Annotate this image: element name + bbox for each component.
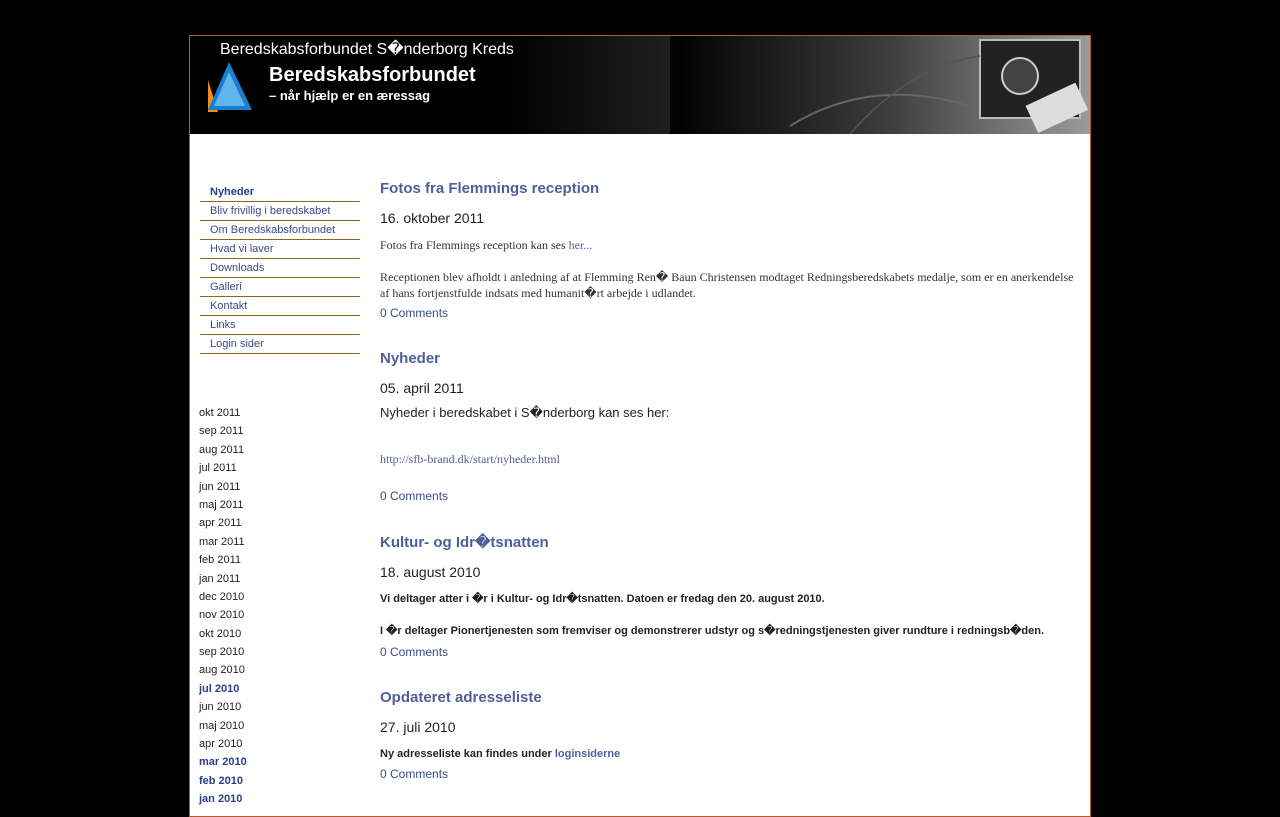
archive-link[interactable]: jun 2011 — [199, 480, 241, 493]
archive-link[interactable]: maj 2010 — [199, 719, 245, 732]
sidebar-item-galleri[interactable]: Galleri — [200, 278, 360, 297]
site-title: Beredskabsforbundet S�nderborg Kreds — [220, 41, 514, 58]
photos-link[interactable]: her... — [568, 238, 593, 252]
post-paragraph — [380, 237, 1080, 253]
comments-link[interactable]: 0 Comments — [380, 645, 449, 659]
archive-link[interactable]: sep 2011 — [199, 425, 244, 438]
logo-slogan: – når hjælp er en æressag — [269, 88, 431, 103]
post-paragraph: Receptionen blev afholdt i anledning af at Flemming Ren� Baun Christensen modtaget Redningsberedskabets medalje, som er en anerkendelse af hans fortjenstfulde indsats med humanit�rt arbejde i udlandet. — [380, 270, 1074, 300]
sidebar-item-hvad-vi-laver[interactable]: Hvad vi laver — [200, 240, 360, 259]
archive-link[interactable]: aug 2011 — [199, 443, 245, 456]
blog-post — [380, 179, 1080, 349]
blog-post — [380, 688, 1080, 782]
archive-link[interactable]: maj 2011 — [199, 498, 244, 511]
sidebar-item-om[interactable]: Om Beredskabsforbundet — [200, 221, 360, 240]
comments-link[interactable]: 0 Comments — [380, 767, 449, 781]
post-paragraph — [380, 746, 1080, 762]
sidebar-nav — [200, 183, 360, 354]
news-link[interactable]: http://sfb-brand.dk/start/nyheder.html — [380, 452, 560, 466]
site-header — [190, 36, 1090, 134]
page-container — [189, 35, 1091, 817]
sidebar-item-bliv-frivillig[interactable]: Bliv frivillig i beredskabet — [200, 202, 360, 221]
archive-link[interactable]: aug 2010 — [199, 664, 245, 677]
post-date: 16. oktober 2011 — [380, 210, 485, 226]
archive-link[interactable]: jul 2010 — [199, 682, 240, 695]
sidebar-item-nyheder[interactable]: Nyheder — [200, 183, 360, 202]
archive-list — [199, 404, 359, 809]
sidebar-item-downloads[interactable]: Downloads — [200, 259, 360, 278]
post-text: Ny adresseliste kan findes under — [380, 748, 555, 760]
logo-name: Beredskabsforbundet — [269, 64, 476, 86]
archive-link[interactable]: sep 2010 — [199, 646, 245, 659]
archive-link[interactable]: feb 2010 — [199, 774, 244, 787]
sidebar-item-login[interactable]: Login sider — [200, 335, 360, 354]
post-paragraph: Nyheder i beredskabet i S�nderborg kan ses her: — [380, 405, 670, 420]
logo-icon[interactable] — [204, 60, 254, 112]
blog-post — [380, 533, 1080, 688]
archive-link[interactable]: okt 2011 — [199, 407, 241, 419]
archive-link[interactable]: nov 2010 — [199, 609, 245, 622]
archive-link[interactable]: jan 2010 — [199, 793, 243, 806]
post-title[interactable]: Kultur- og Idr�tsnatten — [380, 534, 549, 551]
comments-link[interactable]: 0 Comments — [380, 489, 449, 503]
post-paragraph: Vi deltager atter i �r i Kultur- og Idr�tsnatten. Datoen er fredag den 20. august 2010. — [380, 593, 825, 605]
post-paragraph: I �r deltager Pionertjenesten som fremviser og demonstrerer udstyr og s�redningstjenesten giver rundture i redningsb�den. — [380, 625, 1045, 637]
post-text: Fotos fra Flemmings reception kan ses — [380, 238, 569, 252]
post-title[interactable]: Opdateret adresseliste — [380, 689, 542, 706]
archive-link[interactable]: mar 2011 — [199, 535, 245, 548]
sidebar-item-kontakt[interactable]: Kontakt — [200, 297, 360, 316]
blog-post — [380, 349, 1080, 533]
archive-link[interactable]: feb 2011 — [199, 554, 242, 567]
header-photo — [670, 36, 1090, 134]
main-content — [380, 179, 1080, 782]
post-date: 18. august 2010 — [380, 564, 481, 580]
archive-link[interactable]: okt 2010 — [199, 627, 242, 640]
archive-link[interactable]: jun 2010 — [199, 701, 242, 714]
archive-link[interactable]: apr 2011 — [199, 517, 242, 530]
comments-link[interactable]: 0 Comments — [380, 306, 449, 320]
login-pages-link[interactable]: loginsiderne — [554, 748, 621, 760]
post-date: 05. april 2011 — [380, 380, 464, 396]
sidebar-item-links[interactable]: Links — [200, 316, 360, 335]
archive-link[interactable]: apr 2010 — [199, 738, 243, 751]
post-title[interactable]: Fotos fra Flemmings reception — [380, 180, 600, 197]
archive-link[interactable]: dec 2010 — [199, 590, 245, 603]
post-date: 27. juli 2010 — [380, 719, 456, 735]
post-title[interactable]: Nyheder — [380, 350, 441, 367]
archive-link[interactable]: mar 2010 — [199, 756, 247, 769]
archive-link[interactable]: jan 2011 — [199, 572, 241, 585]
archive-link[interactable]: jul 2011 — [199, 462, 237, 475]
